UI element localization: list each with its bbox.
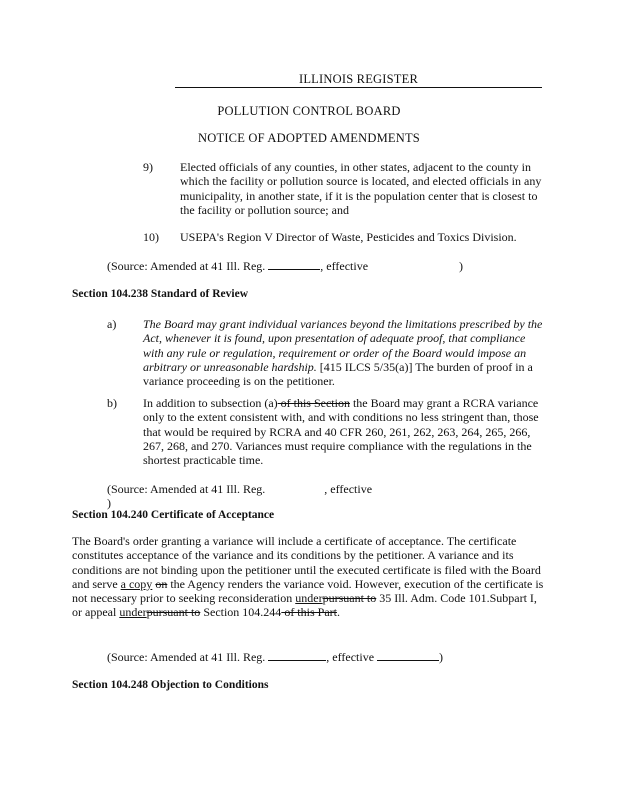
burden-of-proof-text: [415 ILCS 5/35(a)] The burden of proof in a variance proceeding is on the petitioner. bbox=[143, 359, 533, 389]
section-104-240-heading: Section 104.240 Certificate of Acceptance bbox=[72, 509, 275, 521]
subsection-b-text bbox=[143, 396, 543, 467]
item-10-label: 10) bbox=[143, 230, 159, 244]
text-run: the Agency renders the variance void. However, execution of the certificate is not necessary prior to seeking reconsideration bbox=[72, 576, 544, 606]
text-run: 35 Ill. Adm. Code 101.Subpart I, or appeal bbox=[72, 591, 537, 620]
board-title: POLLUTION CONTROL BOARD bbox=[217, 104, 401, 118]
source-note-effective: , effective bbox=[326, 650, 375, 664]
source-note-text: (Source: Amended at 41 Ill. Reg. bbox=[107, 650, 266, 664]
source-note-text: (Source: Amended at 41 Ill. Reg. bbox=[107, 482, 266, 496]
deleted-text: pursuant to bbox=[146, 605, 201, 620]
inserted-text: under bbox=[295, 591, 323, 606]
blank-line bbox=[268, 650, 326, 661]
deleted-text: pursuant to bbox=[322, 591, 377, 606]
inserted-text: a copy bbox=[120, 576, 153, 591]
subsection-a-text bbox=[143, 317, 543, 388]
register-title: ILLINOIS REGISTER bbox=[298, 72, 418, 86]
statute-quote: The Board may grant individual variances beyond the limitations prescribed by the Act, whenever it is found, upon presentation of adequate proof, that compliance with any rule or regulation, requirement or order of the Board would impose an arbitrary or unreasonable hardship. bbox=[143, 317, 543, 374]
text-run: the Board may grant a RCRA variance only to the extent consistent with, and with conditions no less stringent than, those that would be required by RCRA and 40 CFR 260, 261, 262, 263, 264, 265, 266, 267, 268, and 270. Variances must require compliance with the regulations in the shortest practicable time. bbox=[143, 396, 539, 468]
deleted-text: of this Part bbox=[281, 605, 337, 620]
inserted-text: under bbox=[119, 605, 147, 620]
item-10-text: USEPA's Region V Director of Waste, Pesticides and Toxics Division. bbox=[180, 230, 517, 244]
header-rule bbox=[175, 87, 542, 88]
notice-title: NOTICE OF ADOPTED AMENDMENTS bbox=[198, 131, 420, 145]
deleted-text: of this Section bbox=[277, 396, 350, 410]
blank-line bbox=[377, 650, 439, 661]
blank-line bbox=[268, 259, 320, 270]
text-run: Section 104.244 bbox=[200, 605, 282, 620]
source-note-effective: , effective bbox=[324, 482, 373, 496]
text-run: The Board's order granting a variance will include a certificate of acceptance. The certificate constitutes acceptance of the variance and its conditions by the petitioner. A variance and its conditions are not binding upon the petitioner until the executed certificate is filed with the Board and serve bbox=[72, 534, 541, 591]
subsection-b-label: b) bbox=[107, 396, 117, 410]
section-104-248-heading: Section 104.248 Objection to Conditions bbox=[72, 679, 269, 691]
section-104-240-text bbox=[72, 534, 544, 620]
text-run: . bbox=[336, 605, 340, 620]
text-run: In addition to subsection (a) bbox=[143, 396, 278, 410]
source-note-text: (Source: Amended at 41 Ill. Reg. bbox=[107, 259, 266, 273]
deleted-text: on bbox=[155, 576, 168, 591]
item-9-label: 9) bbox=[143, 160, 153, 174]
item-9-text: Elected officials of any counties, in other states, adjacent to the county in which the facility or pollution source is located, and elected officials in any municipality, in another state, if it is the population center that is closest to the facility or pollution source; and bbox=[180, 160, 542, 217]
source-note-effective: , effective bbox=[320, 259, 369, 273]
source-note-close: ) bbox=[439, 650, 444, 664]
source-note-3 bbox=[107, 650, 487, 664]
source-note-close: ) bbox=[459, 259, 464, 273]
section-104-238-heading: Section 104.238 Standard of Review bbox=[72, 288, 249, 300]
source-note-2 bbox=[107, 482, 467, 511]
source-note-close: ) bbox=[107, 496, 111, 511]
subsection-a-label: a) bbox=[107, 317, 117, 331]
source-note-1 bbox=[107, 259, 467, 273]
